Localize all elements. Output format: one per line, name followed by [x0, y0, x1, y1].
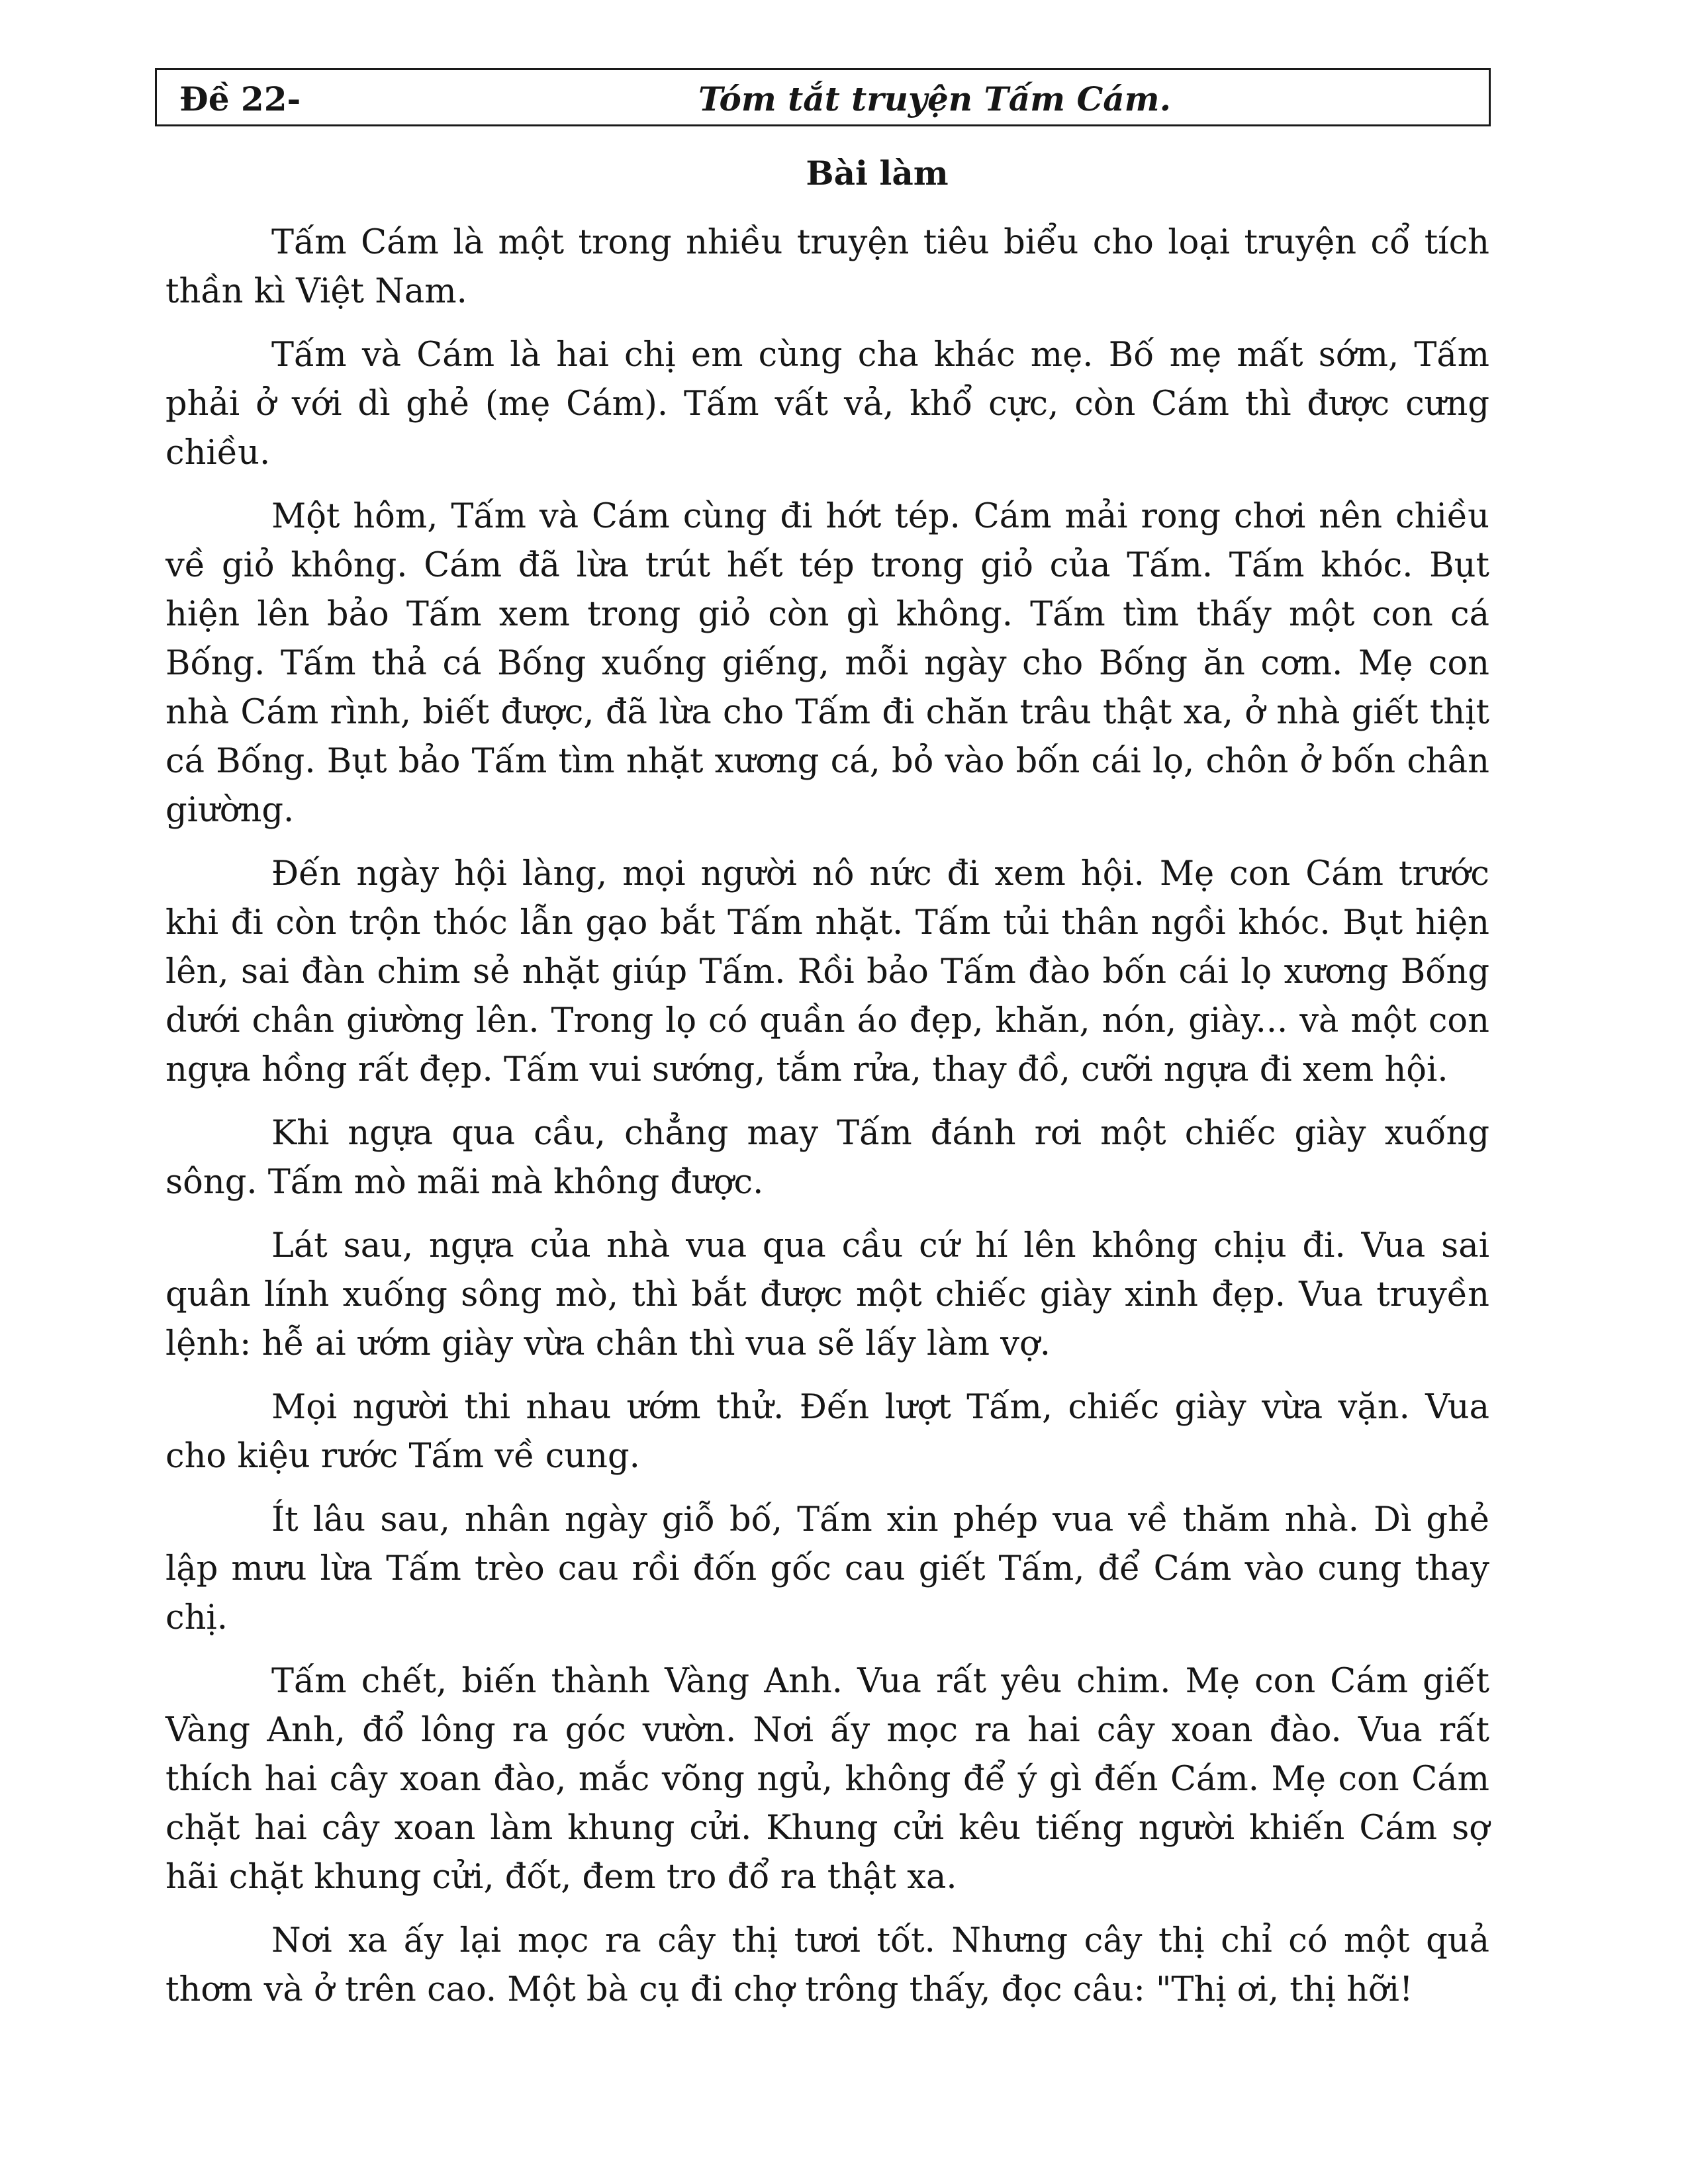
exercise-title: Tóm tắt truyện Tấm Cám. — [698, 79, 1171, 118]
paragraph: Nơi xa ấy lại mọc ra cây thị tươi tốt. Nhưng cây thị chỉ có một quả thơm và ở trên cao. Một bà cụ đi chợ trông thấy, đọc câu: "Thị ơi, thị hỡi! — [165, 1921, 1489, 2009]
paragraph: Lát sau, ngựa của nhà vua qua cầu cứ hí lên không chịu đi. Vua sai quân lính xuống sông mò, thì bắt được một chiếc giày xinh đẹp. Vua truyền lệnh: hễ ai ướm giày vừa chân thì vua sẽ lấy làm vợ. — [165, 1226, 1489, 1363]
section-title: Bài làm — [806, 154, 949, 193]
exercise-number: Đề 22- — [179, 79, 301, 118]
paragraph: Khi ngựa qua cầu, chẳng may Tấm đánh rơi một chiếc giày xuống sông. Tấm mò mãi mà không được. — [165, 1114, 1489, 1202]
paragraph: Ít lâu sau, nhân ngày giỗ bố, Tấm xin phép vua về thăm nhà. Dì ghẻ lập mưu lừa Tấm trèo cau rồi đốn gốc cau giết Tấm, để Cám vào cung thay chị. — [165, 1500, 1489, 1637]
paragraph: Mọi người thi nhau ướm thử. Đến lượt Tấm, chiếc giày vừa vặn. Vua cho kiệu rước Tấm về cung. — [165, 1388, 1489, 1476]
paragraph: Tấm chết, biến thành Vàng Anh. Vua rất yêu chim. Mẹ con Cám giết Vàng Anh, đổ lông ra góc vườn. Nơi ấy mọc ra hai cây xoan đào. Vua rất thích hai cây xoan đào, mắc võng ngủ, không để ý gì đến Cám. Mẹ con Cám chặt hai cây xoan làm khung cửi. Khung cửi kêu tiếng người khiến Cám sợ hãi chặt khung cửi, đốt, đem tro đổ ra thật xa. — [165, 1662, 1489, 1897]
paragraph: Tấm và Cám là hai chị em cùng cha khác mẹ. Bố mẹ mất sớm, Tấm phải ở với dì ghẻ (mẹ Cám). Tấm vất vả, khổ cực, còn Cám thì được cưng chiều. — [165, 336, 1489, 473]
paragraph: Một hôm, Tấm và Cám cùng đi hớt tép. Cám mải rong chơi nên chiều về giỏ không. Cám đã lừa trút hết tép trong giỏ của Tấm. Tấm khóc. Bụt hiện lên bảo Tấm xem trong giỏ còn gì không. Tấm tìm thấy một con cá Bống. Tấm thả cá Bống xuống giếng, mỗi ngày cho Bống ăn cơm. Mẹ con nhà Cám rình, biết được, đã lừa cho Tấm đi chăn trâu thật xa, ở nhà giết thịt cá Bống. Bụt bảo Tấm tìm nhặt xương cá, bỏ vào bốn cái lọ, chôn ở bốn chân giường. — [165, 497, 1489, 830]
heading-box — [155, 68, 1491, 126]
essay-body — [165, 218, 1489, 2029]
paragraph: Đến ngày hội làng, mọi người nô nức đi xem hội. Mẹ con Cám trước khi đi còn trộn thóc lẫn gạo bắt Tấm nhặt. Tấm tủi thân ngồi khóc. Bụt hiện lên, sai đàn chim sẻ nhặt giúp Tấm. Rồi bảo Tấm đào bốn cái lọ xương Bống dưới chân giường lên. Trong lọ có quần áo đẹp, khăn, nón, giày... và một con ngựa hồng rất đẹp. Tấm vui sướng, tắm rửa, thay đồ, cưỡi ngựa đi xem hội. — [165, 854, 1489, 1089]
paragraph: Tấm Cám là một trong nhiều truyện tiêu biểu cho loại truyện cổ tích thần kì Việt Nam. — [165, 223, 1489, 311]
